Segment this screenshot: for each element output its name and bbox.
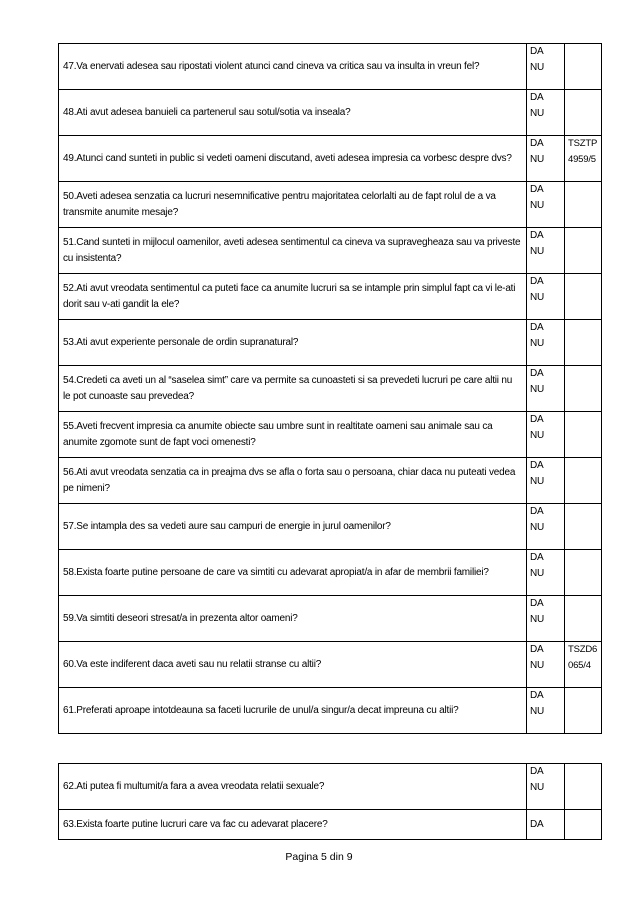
table-row [59, 412, 602, 458]
question-code: TSZTP 4959/5 [565, 136, 602, 182]
answer-no[interactable]: NU [530, 384, 545, 395]
table-row [59, 550, 602, 596]
questionnaire-body [59, 44, 602, 734]
question-code [565, 412, 602, 458]
question-code [565, 274, 602, 320]
answer-no[interactable]: NU [530, 568, 545, 579]
answer-yes[interactable]: DA [530, 690, 544, 701]
table-row [59, 136, 602, 182]
table-row [59, 90, 602, 136]
question-text: 53.Ati avut experiente personale de ordin supranatural? [59, 320, 527, 366]
table-row [59, 320, 602, 366]
answer-yes[interactable]: DA [530, 46, 544, 57]
answer-yes[interactable]: DA [530, 552, 544, 563]
question-text: 51.Cand sunteti in mijlocul oamenilor, aveti adesea sentimentul ca cineva va supravegheaza sau va priveste cu insistenta? [59, 228, 527, 274]
question-code: TSZD6 065/4 [565, 642, 602, 688]
answer-yes[interactable]: DA [530, 368, 544, 379]
answer-options[interactable] [527, 228, 565, 274]
answer-options[interactable] [527, 458, 565, 504]
page-number: Pagina 5 din 9 [285, 851, 353, 863]
answer-yes[interactable]: DA [530, 506, 544, 517]
answer-yes[interactable]: DA [530, 644, 544, 655]
question-code [565, 810, 602, 840]
question-text: 58.Exista foarte putine persoane de care va simtiti cu adevarat apropiat/a in afar de membrii familiei? [59, 550, 527, 596]
question-text: 48.Ati avut adesea banuieli ca partenerul sau sotul/sotia va inseala? [59, 90, 527, 136]
answer-no[interactable]: NU [530, 614, 545, 625]
question-text: 59.Va simtiti deseori stresat/a in prezenta altor oameni? [59, 596, 527, 642]
question-code [565, 458, 602, 504]
answer-yes[interactable]: DA [530, 766, 544, 777]
answer-options[interactable] [527, 274, 565, 320]
question-text: 56.Ati avut vreodata senzatia ca in preajma dvs se afla o forta sau o persoana, chiar daca nu puteati vedea pe nimeni? [59, 458, 527, 504]
question-code [565, 550, 602, 596]
question-code [565, 764, 602, 810]
question-text: 54.Credeti ca aveti un al “saselea simt” care va permite sa cunoasteti si sa prevedeti lucruri pe care altii nu le pot cunoaste sau prevedea? [59, 366, 527, 412]
question-code [565, 320, 602, 366]
answer-yes[interactable]: DA [530, 460, 544, 471]
answer-options[interactable] [527, 412, 565, 458]
answer-options[interactable] [527, 596, 565, 642]
answer-no[interactable]: NU [530, 108, 545, 119]
answer-options[interactable] [527, 366, 565, 412]
answer-yes[interactable]: DA [530, 92, 544, 103]
question-code [565, 596, 602, 642]
answer-yes[interactable]: DA [530, 138, 544, 149]
answer-options[interactable] [527, 810, 565, 840]
answer-yes[interactable]: DA [530, 184, 544, 195]
answer-no[interactable]: NU [530, 706, 545, 717]
question-text: 57.Se intampla des sa vedeti aure sau campuri de energie in jurul oamenilor? [59, 504, 527, 550]
question-text: 47.Va enervati adesea sau ripostati violent atunci cand cineva va critica sau va insulta in vreun fel? [59, 44, 527, 90]
table-row [59, 182, 602, 228]
answer-no[interactable]: NU [530, 522, 545, 533]
answer-options[interactable] [527, 642, 565, 688]
question-code [565, 182, 602, 228]
answer-no[interactable]: NU [530, 292, 545, 303]
table-row [59, 504, 602, 550]
answer-no[interactable]: NU [530, 62, 545, 73]
question-code [565, 228, 602, 274]
answer-yes[interactable]: DA [530, 230, 544, 241]
answer-no[interactable]: NU [530, 200, 545, 211]
answer-no[interactable]: NU [530, 430, 545, 441]
answer-options[interactable] [527, 136, 565, 182]
table-row [59, 764, 602, 810]
table-row [59, 228, 602, 274]
answer-yes[interactable]: DA [530, 818, 544, 830]
question-text: 55.Aveti frecvent impresia ca anumite obiecte sau umbre sunt in realtitate oameni sau animale sau ca anumite zgomote sunt de fapt voci omenesti? [59, 412, 527, 458]
table-row [59, 810, 602, 840]
question-code [565, 688, 602, 734]
answer-yes[interactable]: DA [530, 276, 544, 287]
question-text: 63.Exista foarte putine lucruri care va fac cu adevarat placere? [59, 810, 527, 840]
table-row [59, 44, 602, 90]
answer-options[interactable] [527, 688, 565, 734]
question-text: 52.Ati avut vreodata sentimentul ca puteti face ca anumite lucruri sa se intample prin simplul fapt ca vi le-ati dorit sau v-ati gandit la ele? [59, 274, 527, 320]
table-row [59, 458, 602, 504]
table-row [59, 274, 602, 320]
questionnaire-body-continued [59, 764, 602, 840]
answer-options[interactable] [527, 764, 565, 810]
answer-no[interactable]: NU [530, 476, 545, 487]
question-text: 61.Preferati aproape intotdeauna sa faceti lucrurile de unul/a singur/a decat impreuna cu altii? [59, 688, 527, 734]
question-code [565, 90, 602, 136]
answer-no[interactable]: NU [530, 660, 545, 671]
answer-no[interactable]: NU [530, 338, 545, 349]
answer-no[interactable]: NU [530, 782, 545, 793]
answer-options[interactable] [527, 550, 565, 596]
answer-yes[interactable]: DA [530, 322, 544, 333]
question-text: 49.Atunci cand sunteti in public si vedeti oameni discutand, aveti adesea impresia ca vorbesc despre dvs? [59, 136, 527, 182]
question-text: 50.Aveti adesea senzatia ca lucruri nesemnificative pentru majoritatea celorlalti au de fapt rolul de a va transmite anumite mesaje? [59, 182, 527, 228]
answer-options[interactable] [527, 44, 565, 90]
table-row [59, 366, 602, 412]
answer-yes[interactable]: DA [530, 414, 544, 425]
table-row [59, 596, 602, 642]
answer-options[interactable] [527, 90, 565, 136]
question-code [565, 366, 602, 412]
questionnaire-table [58, 43, 602, 734]
table-row [59, 688, 602, 734]
answer-yes[interactable]: DA [530, 598, 544, 609]
question-code [565, 504, 602, 550]
question-code [565, 44, 602, 90]
question-text: 62.Ati putea fi multumit/a fara a avea vreodata relatii sexuale? [59, 764, 527, 810]
questionnaire-table-continued [58, 763, 602, 840]
answer-no[interactable]: NU [530, 246, 545, 257]
answer-options[interactable] [527, 320, 565, 366]
table-row [59, 642, 602, 688]
answer-no[interactable]: NU [530, 154, 545, 165]
question-text: 60.Va este indiferent daca aveti sau nu relatii stranse cu altii? [59, 642, 527, 688]
answer-options[interactable] [527, 504, 565, 550]
answer-options[interactable] [527, 182, 565, 228]
